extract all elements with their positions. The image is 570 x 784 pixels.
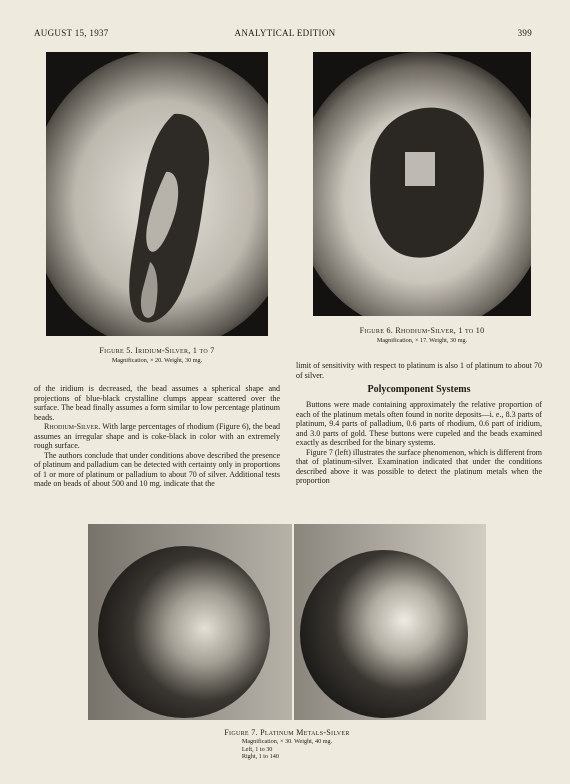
running-header-journal: ANALYTICAL EDITION [234,28,336,38]
figure-6-detail: Magnification, × 17. Weight, 30 mg. [376,337,468,344]
left-paragraph-2 [34,422,280,451]
running-header-date: AUGUST 15, 1937 [34,28,109,38]
figure-7-left-ratio: Left, 1 to 30 [241,745,273,753]
figure-5-caption [46,346,268,366]
figure-6-photo [313,52,531,316]
figure-7-right-photo [294,524,486,720]
figure-7-detail [242,738,332,761]
section-heading: Polycomponent Systems [367,384,471,395]
left-column-text [34,384,280,489]
figure-7-left-photo [88,524,292,720]
figure-7-right-ratio: Right, 1 to 140 [241,753,279,760]
right-column-text [296,361,542,486]
right-paragraph-2: Buttons were made containing approximately the relative proportion of each of the platinum metals often found in norite deposits—i. e., 8.3 parts of platinum, 9.4 parts of palladium, 0.6 parts of rhodium, 0.6 part of iridium, and 3.0 parts of gold. These buttons were cupeled and the beads examined exactly as described for the binary systems. [296,400,542,447]
left-paragraph-2-body: With large percentages of rhodium (Figure 6), the bead assumes an irregular shape and is coke-black in color with an extremely rough surface. [34,422,280,450]
figure-7-caption [88,728,486,761]
figure-6-title: Figure 6. Rhodium-Silver, 1 to 10 [359,326,485,335]
right-paragraph-3: Figure 7 (left) illustrates the surface phenomenon, which is different from that of platinum-silver. Examination indicated that under the conditions described above it was possible to detect the platinum metals when the proportion [296,447,543,485]
left-paragraph-3: The authors conclude that under conditions above described the presence of platinum and palladium can be detected with certainty only in proportions of 1 or more of platinum or palladium to about 70 of silver. Additional tests made on beads of about 500 and 10 mg. indicate that the [34,450,280,488]
rhodium-silver-run-in-head: Rhodium-Silver. [44,422,101,431]
figure-6-caption [313,326,531,346]
figure-5-detail: Magnification, × 20. Weight, 30 mg. [111,357,203,364]
left-paragraph-1: of the iridium is decreased, the bead assumes a spherical shape and projections of blue-black crystalline clumps appear scattered over the surface. The bead finally assumes a form similar to low percentage platinum beads. [34,384,280,422]
figure-7-magnification: Magnification, × 30. Weight, 40 mg. [241,738,333,745]
figure-5-title: Figure 5. Iridium-Silver, 1 to 7 [99,346,215,355]
page-number: 399 [517,28,532,38]
figure-5-photo [46,52,268,336]
figure-7-title: Figure 7. Platinum Metals-Silver [224,728,350,737]
right-paragraph-1: limit of sensitivity with respect to platinum is also 1 of platinum to about 70 of silver. [296,361,542,380]
